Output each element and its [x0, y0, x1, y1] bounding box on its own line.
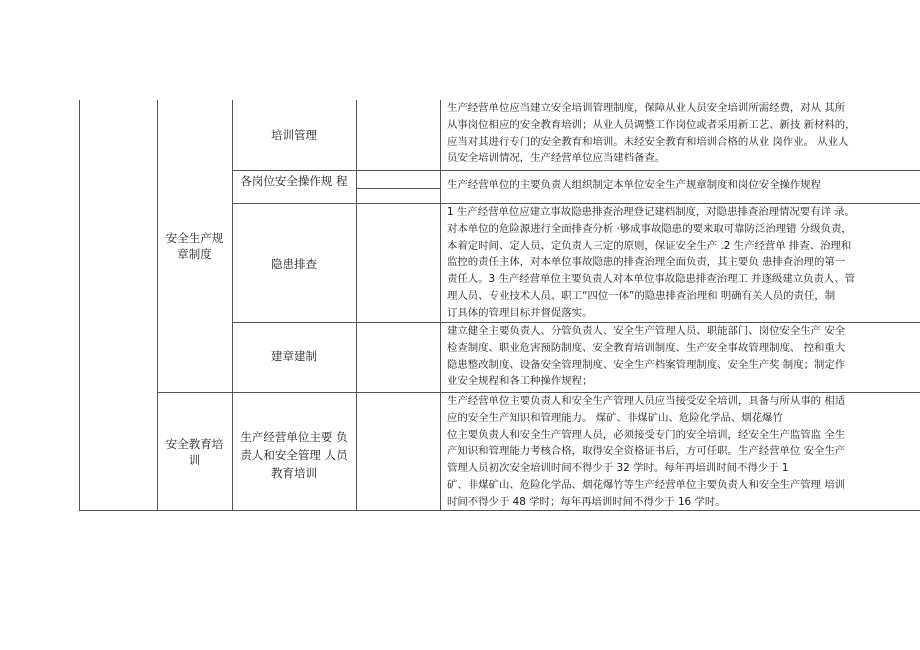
content-line: 应当对其进行专门的安全教育和培训。未经安全教育和培训合格的从业 岗作业。 从业人 — [447, 135, 849, 148]
item-label-line: 培训管理 — [271, 128, 317, 142]
content-line: 责任人。3 生产经营单位主要负责人对本单位事故隐患排查治理工 并逐级建立负责人、管 — [447, 273, 856, 286]
content-line: 生产经营单位主要负责人和安全生产管理人员应当接受安全培训，具备与所从事的 相适 — [447, 395, 846, 407]
item-label-rule-establishment — [232, 348, 356, 364]
content-hazard-inspection — [447, 204, 920, 322]
content-line: 业安全规程和各工种操作规程； — [447, 375, 593, 388]
content-line: 理人员、专业技术人员、职工“四位一体”的隐患排查治理和 明确有关人员的责任，制 — [447, 289, 836, 302]
content-leader-training — [447, 393, 920, 511]
content-line: 时间不得少于 48 学时；每年再培训时间不得少于 16 学时。 — [447, 495, 726, 508]
item-label-line: 隐患排查 — [271, 257, 317, 271]
content-line: 产知识和管理能力考核合格，取得安全资格证书后，方可任职。生产经营单位 安全生产 — [447, 445, 846, 458]
content-line: 对本单位的危险源进行全面排查分析 ·够成事故隐患的要来取可靠防泛治理错 分级负责， — [447, 222, 852, 235]
content-line: 生产经营单位应当建立安全培训管理制度，保障从业人员安全培训所需经费，对从 其所 — [447, 102, 846, 114]
content-line: 应的安全生产知识和管理能力。 煤矿、非煤矿山、危险化学品、烟花爆竹 — [447, 411, 783, 424]
item-label-line: 教育培训 — [271, 466, 317, 480]
item-label-operating-procedures — [232, 173, 356, 189]
content-line: 生产经营单位的主要负责人组织制定本单位安全生产规章制度和岗位安全操作规程 — [447, 179, 822, 191]
content-line: 1 生产经营单位应建立事故隐患排查治理登记建档制度，对隐患排查治理情况要有详 录。 — [447, 206, 856, 218]
category-label-safety-education — [157, 436, 232, 468]
category-label-line: 安全生产规 — [165, 231, 224, 245]
content-line: 位主要负责人和安全生产管理人员，必须接受专门的安全培训，经安全生产监管监 全生 — [447, 428, 846, 441]
item-label-training-management — [232, 127, 356, 143]
item-label-line: 建章建制 — [271, 349, 317, 363]
content-rule-establishment — [447, 323, 920, 390]
content-line: 建立健全主要负责人、分管负责人、安全生产管理人员、职能部门、岗位安全生产 安全 — [447, 325, 846, 337]
content-line: 隐患整改制度、设备安全管理制度、安全生产档案管理制度、安全生产奖 制度；制定作 — [447, 358, 846, 371]
item-label-hazard-inspection — [232, 256, 356, 272]
category-label-line: 训 — [188, 453, 201, 467]
item-label-leader-training — [232, 428, 356, 482]
category-label-line: 安全教育培 — [165, 437, 224, 451]
item-label-line: 生产经营单位主要 负 — [240, 430, 348, 444]
content-line: 管理人员初次安全培训时间不得少于 32 学时。每年再培训时间不得少于 1 — [447, 462, 789, 475]
content-line: 检查制度、职业危害预防制度、安全教育培训制度、生产安全事故管理制度、 控和重大 — [447, 341, 846, 354]
content-line: 订具体的管理目标并督促落实。 — [447, 306, 593, 319]
content-line: 从事岗位相应的安全教育培训；从业人员调整工作岗位或者采用新工艺、新技 新材料的， — [447, 118, 856, 131]
item-label-line: 各岗位安全操作规 程 — [240, 174, 348, 188]
content-line: 本着定时间、定人员、定负责人三定的原则，保证安全生产 .2 生产经营单 排查、治理和 — [447, 239, 852, 252]
category-label-safety-rules — [157, 230, 232, 262]
item-label-line: 责人和安全管理 人员 — [240, 448, 348, 462]
content-line: 矿、非煤矿山、危险化学品、烟花爆竹等生产经营单位主要负责人和安全生产管理 培训 — [447, 478, 846, 491]
content-line: 监控的责任主体，对本单位事故隐患的排查治理全面负责，其主要负 患排查治理的第一 — [447, 256, 846, 269]
content-training-management — [447, 100, 920, 167]
content-operating-procedures — [447, 177, 920, 194]
category-label-line: 章制度 — [177, 247, 212, 261]
content-line: 员安全培训情况，生产经营单位应当建档备查。 — [447, 152, 666, 165]
